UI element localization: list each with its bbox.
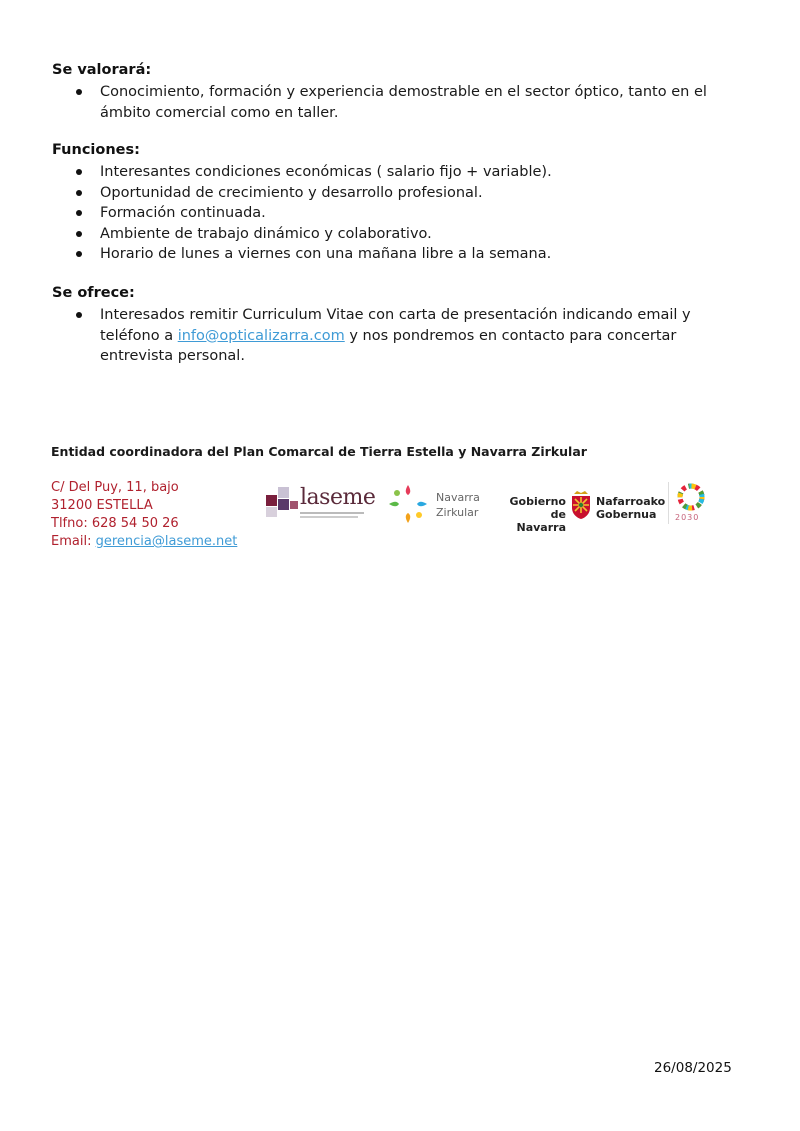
- navarra-text-line2: Zirkular: [436, 506, 479, 519]
- list-item: Formación continuada.: [76, 203, 746, 224]
- navarra-text-line1: Navarra: [436, 491, 480, 504]
- email-label: Email:: [51, 534, 96, 549]
- ofrece-text-start: Interesados remitir Curriculum Vitae con carta de presentación indicando email y teléfono a: [100, 307, 691, 344]
- email-link-gerencia[interactable]: gerencia@laseme.net: [95, 534, 238, 549]
- list-funciones: [76, 162, 746, 265]
- laseme-mark-icon: [266, 487, 298, 519]
- agenda-2030-logo: [668, 480, 712, 526]
- laseme-logo: [266, 484, 376, 520]
- list-valorara: [76, 82, 746, 123]
- email-link-optica[interactable]: info@opticalizarra.com: [177, 327, 345, 344]
- contact-address: [51, 479, 237, 551]
- ofrece-text-end: y nos pondremos en contacto para concertar entrevista personal.: [100, 327, 677, 364]
- list-item: Horario de lunes a viernes con una mañana libre a la semana.: [76, 244, 746, 265]
- address-email-row: [51, 533, 237, 551]
- document-date: 26/08/2025: [654, 1060, 732, 1076]
- navarra-zirkular-text: [436, 490, 480, 520]
- navarra-zirkular-logo: [386, 480, 486, 528]
- section-title-ofrece: Se ofrece:: [52, 285, 135, 301]
- gob-es-line1: Gobierno: [509, 495, 566, 508]
- sponsor-logos: [262, 480, 712, 534]
- gobierno-text-eu: [596, 495, 665, 521]
- list-item: [76, 305, 746, 367]
- zirkular-drops-icon: [386, 482, 430, 526]
- gob-eu-line1: Nafarroako: [596, 495, 666, 508]
- address-phone: Tlfno: 628 54 50 26: [51, 516, 179, 531]
- laseme-wordmark: laseme: [300, 485, 376, 510]
- list-item: Oportunidad de crecimiento y desarrollo profesional.: [76, 183, 746, 204]
- gobierno-navarra-logo: [504, 486, 666, 534]
- section-title-valorara: Se valorará:: [52, 62, 152, 78]
- section-title-funciones: Funciones:: [52, 142, 140, 158]
- list-item: Conocimiento, formación y experiencia demostrable en el sector óptico, tanto en el ámbito comercial como en taller.: [76, 82, 746, 123]
- navarra-shield-icon: [570, 490, 592, 520]
- list-item: Interesantes condiciones económicas ( salario fijo + variable).: [76, 162, 746, 183]
- sdg-wheel-icon: [676, 482, 706, 512]
- gobierno-text-es: [504, 495, 566, 534]
- gob-es-line2: de Navarra: [516, 508, 566, 534]
- entidad-heading: Entidad coordinadora del Plan Comarcal de Tierra Estella y Navarra Zirkular: [51, 444, 587, 459]
- sdg-year: 2030: [675, 513, 700, 522]
- gob-eu-line2: Gobernua: [596, 508, 657, 521]
- list-ofrece: [76, 305, 746, 367]
- address-street: C/ Del Puy, 11, bajo: [51, 480, 179, 495]
- address-city: 31200 ESTELLA: [51, 498, 153, 513]
- list-item: Ambiente de trabajo dinámico y colaborativo.: [76, 224, 746, 245]
